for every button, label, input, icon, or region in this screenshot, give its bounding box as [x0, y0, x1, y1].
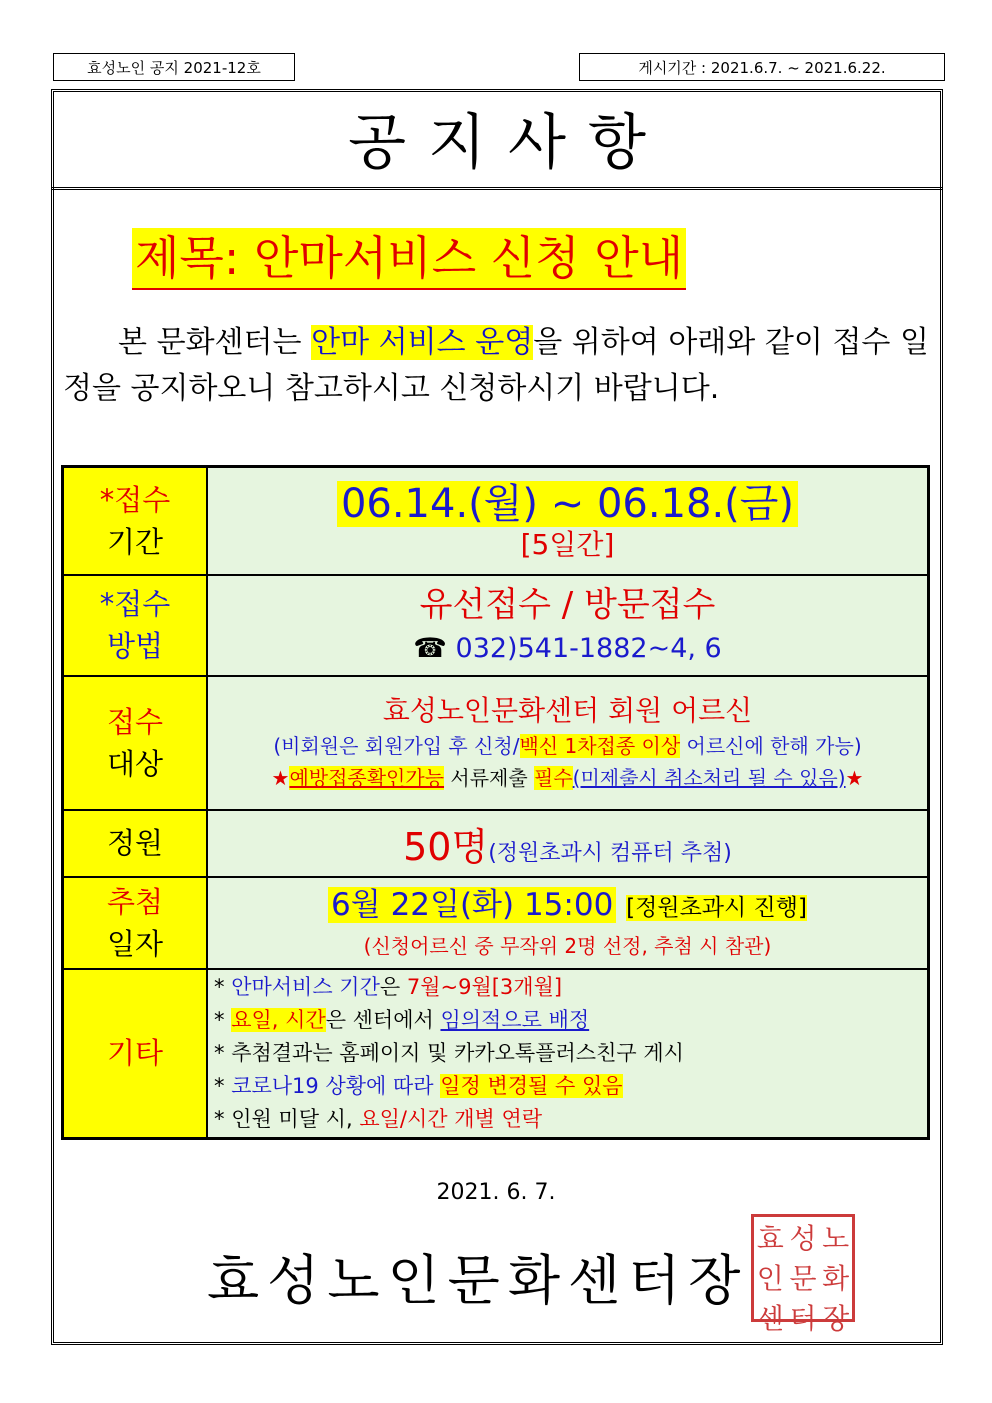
page-title: 공지사항	[348, 108, 668, 178]
label-period	[63, 467, 208, 575]
label-method-2: 방법	[106, 629, 164, 663]
official-seal: 효 성 노 인 문 화 센 터 장	[751, 1214, 855, 1322]
value-target	[207, 676, 929, 810]
row-draw	[63, 877, 929, 969]
row-method	[63, 575, 929, 676]
label-method-1: *접수	[99, 587, 171, 621]
info-table	[61, 465, 930, 1140]
star-icon: ★	[845, 765, 864, 790]
period-days: [5일간]	[520, 527, 615, 561]
capacity-note: (정원초과시 컴퓨터 추첨)	[488, 840, 732, 866]
posting-period: 게시기간 : 2021.6.7. ~ 2021.6.22.	[579, 53, 945, 81]
row-target	[63, 676, 929, 810]
draw-datetime: 6월 22일(화) 15:00	[328, 887, 616, 923]
intro-part1: 본 문화센터는	[118, 325, 312, 360]
etc-item: * 추첨결과는 홈페이지 및 카카오톡플러스친구 게시	[214, 1040, 684, 1065]
target-line3-d: (미제출시 취소처리 될 수 있음)	[572, 765, 846, 790]
notice-number: 효성노인 공지 2021-12호	[53, 53, 295, 81]
target-line2-b: 어르신에 한해 가능)	[680, 733, 862, 758]
method-value: 유선접수 / 방문접수	[419, 585, 716, 625]
target-line2-highlight: 백신 1차접종 이상	[519, 733, 681, 758]
label-period-2: 기간	[106, 524, 164, 559]
label-target-1: 접수	[106, 704, 164, 739]
label-etc: 기타	[63, 969, 208, 1139]
draw-line2: (신청어르신 중 무작위 2명 선정, 추첨 시 참관)	[363, 934, 772, 958]
intro-part2: 을 위하여 아래와 같이 접수 일정을 공지하오니 참고하시고 신청하시기 바랍니다.	[63, 325, 929, 406]
row-etc	[63, 969, 929, 1139]
capacity-value: 50명	[403, 824, 489, 869]
phone-icon: ☎	[413, 633, 447, 664]
director-name: 효성노인문화센터장	[207, 1249, 749, 1312]
etc-item: * 코로나19 상황에 따라 일정 변경될 수 있음	[214, 1073, 623, 1098]
value-method	[207, 575, 929, 676]
star-icon: ★	[271, 765, 290, 790]
notice-subject: 제목: 안마서비스 신청 안내	[132, 228, 686, 290]
label-target-2: 대상	[106, 746, 164, 781]
target-line2-a: (비회원은 회원가입 후 신청/	[273, 733, 520, 758]
etc-item: * 인원 미달 시, 요일/시간 개별 연락	[214, 1106, 543, 1131]
value-period	[207, 467, 929, 575]
intro-highlight: 안마 서비스 운영	[311, 325, 534, 360]
target-line1: 효성노인문화센터 회원 어르신	[382, 693, 753, 727]
label-draw	[63, 877, 208, 969]
phone-number: 032)541-1882~4, 6	[455, 633, 722, 664]
period-dates: 06.14.(월) ~ 06.18.(금)	[337, 481, 798, 527]
draw-note: [정원초과시 진행]	[626, 895, 807, 921]
label-method	[63, 575, 208, 676]
row-period	[63, 467, 929, 575]
target-line3-b: 서류제출	[444, 765, 535, 790]
label-period-1: *접수	[99, 482, 171, 517]
label-draw-1: 추첨	[106, 884, 164, 919]
label-target	[63, 676, 208, 810]
intro-paragraph	[63, 320, 929, 412]
notice-date: 2021. 6. 7.	[436, 1180, 556, 1205]
title-row	[51, 89, 943, 190]
row-capacity	[63, 810, 929, 877]
etc-item: * 안마서비스 기간은 7월~9월[3개월]	[214, 974, 563, 999]
value-capacity	[207, 810, 929, 877]
target-line3-a: 예방접종확인가능	[289, 765, 445, 790]
value-etc	[207, 969, 929, 1139]
target-line3-c: 필수	[534, 765, 573, 790]
value-draw	[207, 877, 929, 969]
label-capacity: 정원	[63, 810, 208, 877]
label-draw-2: 일자	[106, 926, 164, 961]
etc-item: * 요일, 시간은 센터에서 임의적으로 배정	[214, 1007, 590, 1032]
